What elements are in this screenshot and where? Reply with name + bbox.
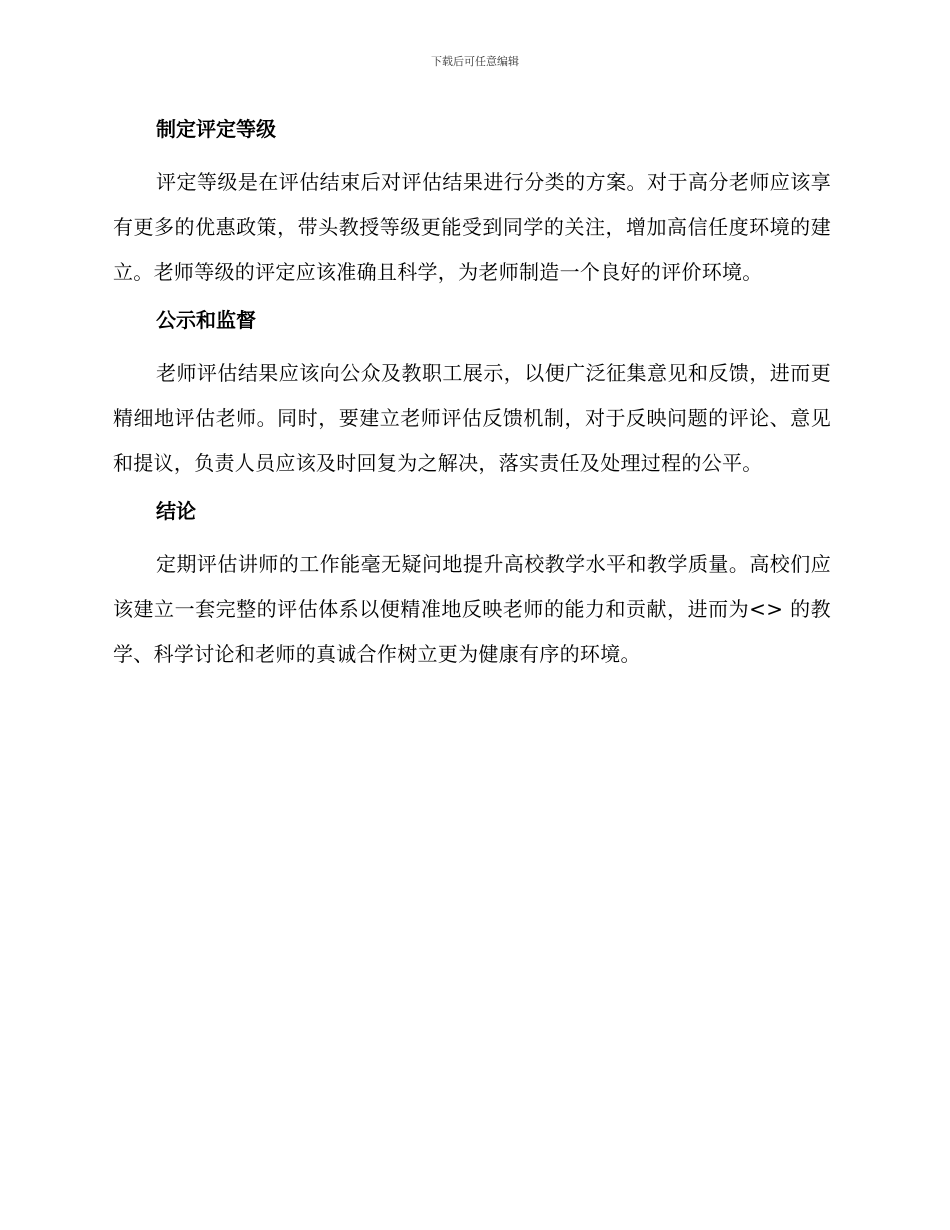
- section-heading-conclusion: 结论: [156, 499, 196, 523]
- document-body: [113, 109, 831, 677]
- section-heading-rating-levels: 制定评定等级: [156, 117, 276, 141]
- section-paragraph-rating-levels: 评定等级是在评估结束后对评估结果进行分类的方案。对于高分老师应该享有更多的优惠政策，带头教授等级更能受到同学的关注，增加高信任度环境的建立。老师等级的评定应该准确且科学，为老师制造一个良好的评价环境。: [113, 170, 831, 284]
- section-paragraph-conclusion: 定期评估讲师的工作能毫无疑问地提升高校教学水平和教学质量。高校们应该建立一套完整的评估体系以便精准地反映老师的能力和贡献，进而为<> 的教学、科学讨论和老师的真诚合作树立更为健康有序的环境。: [113, 552, 831, 666]
- page-header: 下载后可任意编辑: [431, 55, 519, 68]
- section-heading-publicity-supervision: 公示和监督: [156, 308, 256, 332]
- section-paragraph-publicity-supervision: 老师评估结果应该向公众及教职工展示，以便广泛征集意见和反馈，进而更精细地评估老师。同时，要建立老师评估反馈机制，对于反映问题的评论、意见和提议，负责人员应该及时回复为之解决，落实责任及处理过程的公平。: [113, 361, 831, 475]
